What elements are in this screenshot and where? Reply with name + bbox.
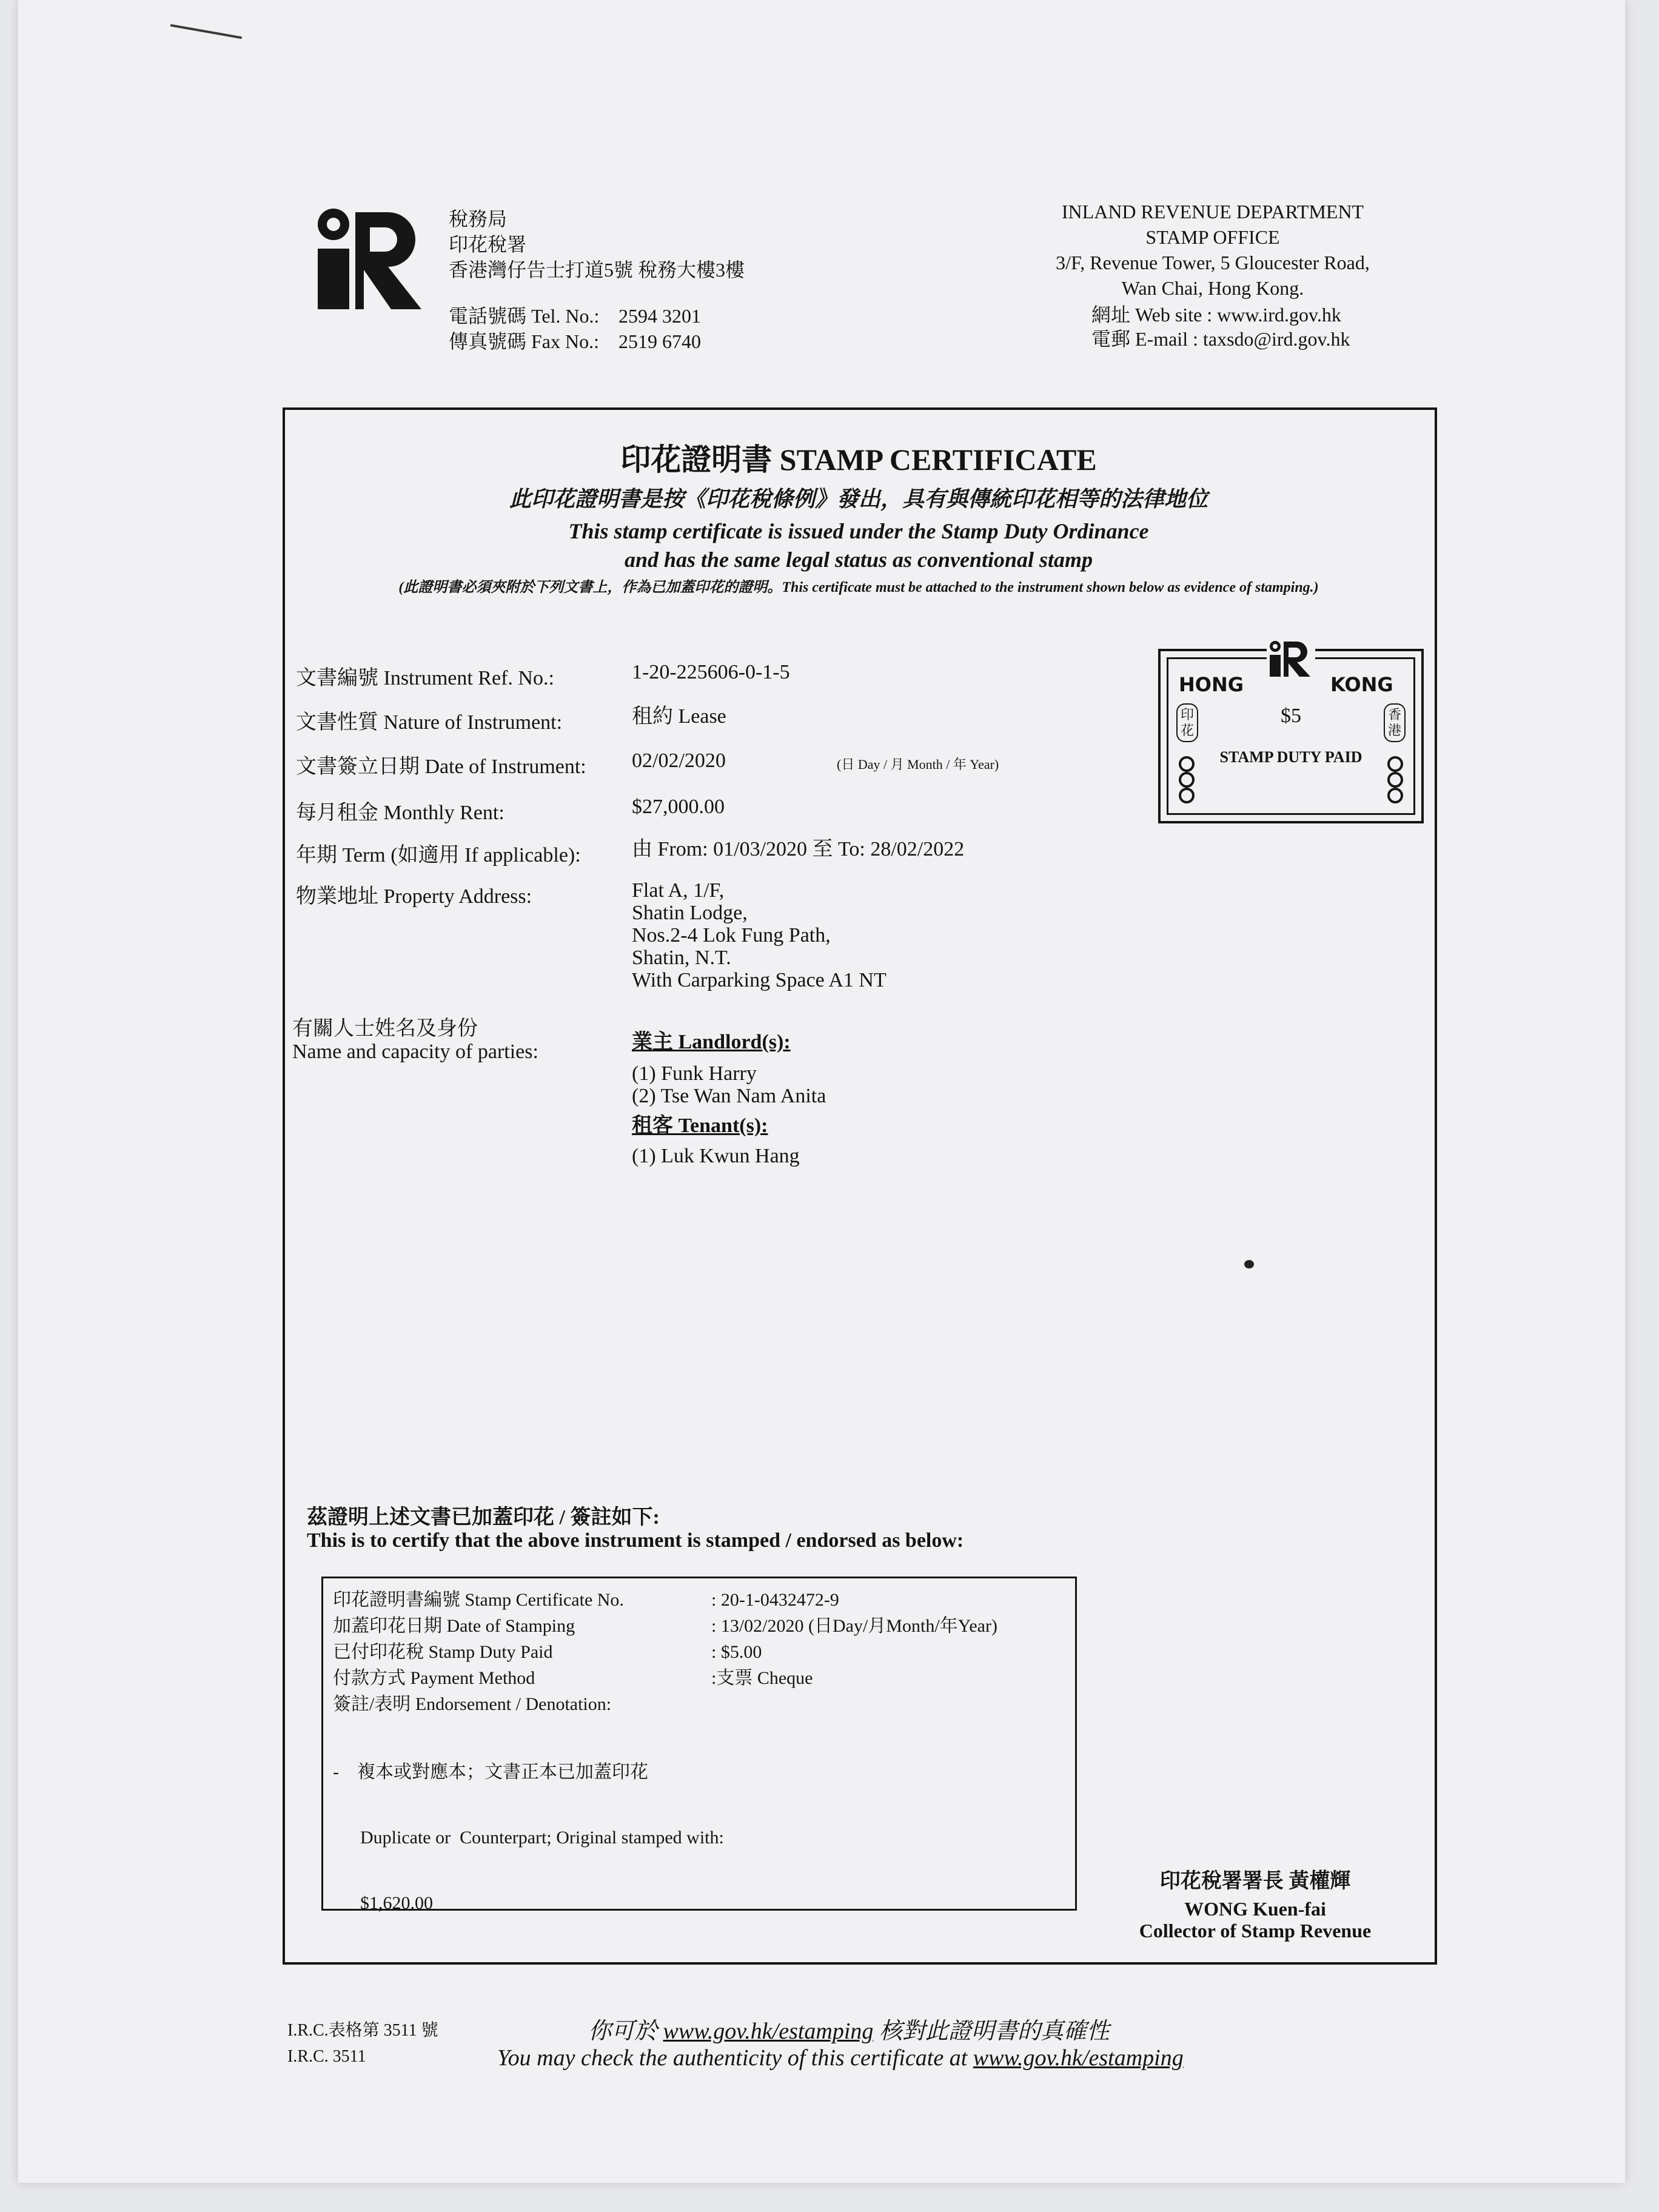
- address-line: Shatin Lodge,: [632, 902, 748, 924]
- tel-label: 電話號碼 Tel. No.:: [449, 305, 600, 327]
- detail-value: : 13/02/2020 (日Day/月Month/年Year): [711, 1616, 997, 1636]
- header-right: [1049, 199, 1376, 301]
- detail-value: : $5.00: [711, 1642, 762, 1662]
- ink-dot: [1244, 1260, 1254, 1269]
- certify-en: This is to certify that the above instrument is stamped / endorsed as below:: [307, 1529, 964, 1552]
- authenticity-zh-pre: 你可於: [588, 2019, 658, 2044]
- stamping-details-box: [321, 1577, 1077, 1911]
- fax-label: 傳真號碼 Fax No.:: [449, 330, 600, 352]
- header-right-line: Wan Chai, Hong Kong.: [1121, 277, 1304, 299]
- field-value-ref: 1-20-225606-0-1-5: [632, 661, 790, 683]
- detail-value: :支票 Cheque: [711, 1668, 813, 1688]
- endorsement-label: 簽註/表明 Endorsement / Denotation:: [333, 1694, 612, 1714]
- form-number-en: I.R.C. 3511: [287, 2047, 366, 2066]
- certificate-title: 印花證明書 STAMP CERTIFICATE: [620, 443, 1097, 477]
- address-line: Flat A, 1/F,: [632, 879, 725, 902]
- document-page: [18, 0, 1625, 2183]
- endorsement-text: [333, 1718, 724, 1958]
- stamp-ird-logo: [1267, 638, 1315, 678]
- stamp-left-side-text: 印花: [1180, 707, 1194, 738]
- certify-zh: 茲證明上述文書已加蓋印花 / 簽註如下:: [307, 1506, 660, 1529]
- detail-label: 已付印花稅 Stamp Duty Paid: [333, 1642, 553, 1662]
- stamp-kong: KONG: [1330, 673, 1393, 696]
- detail-value: : 20-1-0432472-9: [711, 1590, 839, 1610]
- signatory-name: WONG Kuen-fai: [1184, 1898, 1326, 1920]
- subtitle-en-2: and has the same legal status as conventional stamp: [624, 548, 1093, 572]
- field-value-term: 由 From: 01/03/2020 至 To: 28/02/2022: [632, 838, 965, 860]
- parties-label-zh: 有關人士姓名及身份: [292, 1017, 478, 1040]
- landlord-heading: 業主 Landlord(s):: [632, 1031, 791, 1053]
- landlord-name: (2) Tse Wan Nam Anita: [632, 1085, 826, 1107]
- stamp-caption: STAMP DUTY PAID: [1219, 748, 1362, 766]
- stamp-ornament-left: [1178, 756, 1196, 804]
- detail-label: 加蓋印花日期 Date of Stamping: [333, 1616, 575, 1636]
- subtitle-zh: 此印花證明書是按《印花稅條例》發出，具有與傳統印花相等的法律地位: [509, 487, 1208, 511]
- stamp-hong: HONG: [1179, 673, 1244, 696]
- tenant-heading: 租客 Tenant(s):: [632, 1114, 768, 1137]
- detail-label: 印花證明書編號 Stamp Certificate No.: [333, 1590, 624, 1610]
- property-address: [632, 879, 886, 991]
- hong-kong-stamp: [1158, 649, 1424, 823]
- parties-label-en: Name and capacity of parties:: [292, 1041, 538, 1063]
- date-format-hint: (日 Day / 月 Month / 年 Year): [837, 757, 999, 772]
- header-left-line: 印花稅署: [449, 233, 527, 255]
- signatory-title: Collector of Stamp Revenue: [1139, 1920, 1372, 1942]
- field-label-rent: 每月租金 Monthly Rent:: [296, 802, 504, 824]
- field-label-nature: 文書性質 Nature of Instrument:: [296, 711, 563, 734]
- stamp-left-side: [1176, 703, 1198, 742]
- field-label-date: 文書簽立日期 Date of Instrument:: [296, 756, 586, 778]
- tel-value: 2594 3201: [618, 305, 701, 327]
- field-value-rent: $27,000.00: [632, 796, 725, 818]
- field-value-nature: 租約 Lease: [632, 705, 726, 728]
- email-line: 電郵 E-mail : taxsdo@ird.gov.hk: [1091, 328, 1350, 350]
- header-left-line: 稅務局: [449, 208, 508, 230]
- address-line: With Carparking Space A1 NT: [632, 969, 886, 991]
- authenticity-en: [497, 2045, 1184, 2071]
- field-label-address: 物業地址 Property Address:: [296, 885, 532, 908]
- address-line: Shatin, N.T.: [632, 947, 731, 969]
- header-right-line: STAMP OFFICE: [1145, 226, 1280, 248]
- stamp-ornament-right: [1386, 756, 1404, 804]
- endorsement-line: $1,620.00: [333, 1893, 433, 1913]
- stamp-amount: $5: [1281, 705, 1301, 727]
- authenticity-zh: [588, 2012, 1110, 2045]
- tenant-name: (1) Luk Kwun Hang: [632, 1145, 800, 1167]
- header-right-line: INLAND REVENUE DEPARTMENT: [1061, 201, 1364, 223]
- endorsement-line: - 複本或對應本；文書正本已加蓋印花: [333, 1762, 648, 1782]
- stamp-right-side: [1384, 703, 1406, 742]
- endorsement-line: Duplicate or Counterpart; Original stamped with:: [333, 1828, 724, 1848]
- pen-mark: [170, 24, 243, 39]
- header-left-line: 香港灣仔告士打道5號 稅務大樓3樓: [449, 259, 745, 281]
- estamping-link-en[interactable]: www.gov.hk/estamping: [973, 2045, 1184, 2071]
- header-left: [449, 206, 745, 283]
- landlord-name: (1) Funk Harry: [632, 1062, 757, 1085]
- detail-label: 付款方式 Payment Method: [333, 1668, 535, 1688]
- field-label-ref: 文書編號 Instrument Ref. No.:: [296, 667, 554, 689]
- ird-logo: [309, 200, 424, 309]
- stamp-right-side-text: 香港: [1387, 707, 1401, 738]
- address-line: Nos.2-4 Lok Fung Path,: [632, 924, 831, 947]
- subtitle-en-1: This stamp certificate is issued under the Stamp Duty Ordinance: [568, 519, 1149, 543]
- signatory-zh: 印花稅署署長 黃權輝: [1159, 1870, 1351, 1892]
- website-line: 網址 Web site : www.ird.gov.hk: [1091, 304, 1341, 326]
- attach-note: (此證明書必須夾附於下列文書上，作為已加蓋印花的證明。This certificate must be attached to the instrument shown below as evidence of stamping.): [398, 580, 1319, 595]
- field-value-date: 02/02/2020: [632, 749, 726, 772]
- estamping-link-zh[interactable]: www.gov.hk/estamping: [663, 2019, 874, 2044]
- authenticity-en-pre: You may check the authenticity of this certificate at: [497, 2045, 968, 2071]
- landlord-list: [632, 1062, 826, 1107]
- field-label-term: 年期 Term (如適用 If applicable):: [296, 844, 581, 866]
- authenticity-zh-post: 核對此證明書的真確性: [879, 2019, 1110, 2044]
- header-right-line: 3/F, Revenue Tower, 5 Gloucester Road,: [1056, 252, 1370, 273]
- form-number-zh: I.R.C.表格第 3511 號: [287, 2021, 438, 2040]
- fax-value: 2519 6740: [618, 330, 701, 352]
